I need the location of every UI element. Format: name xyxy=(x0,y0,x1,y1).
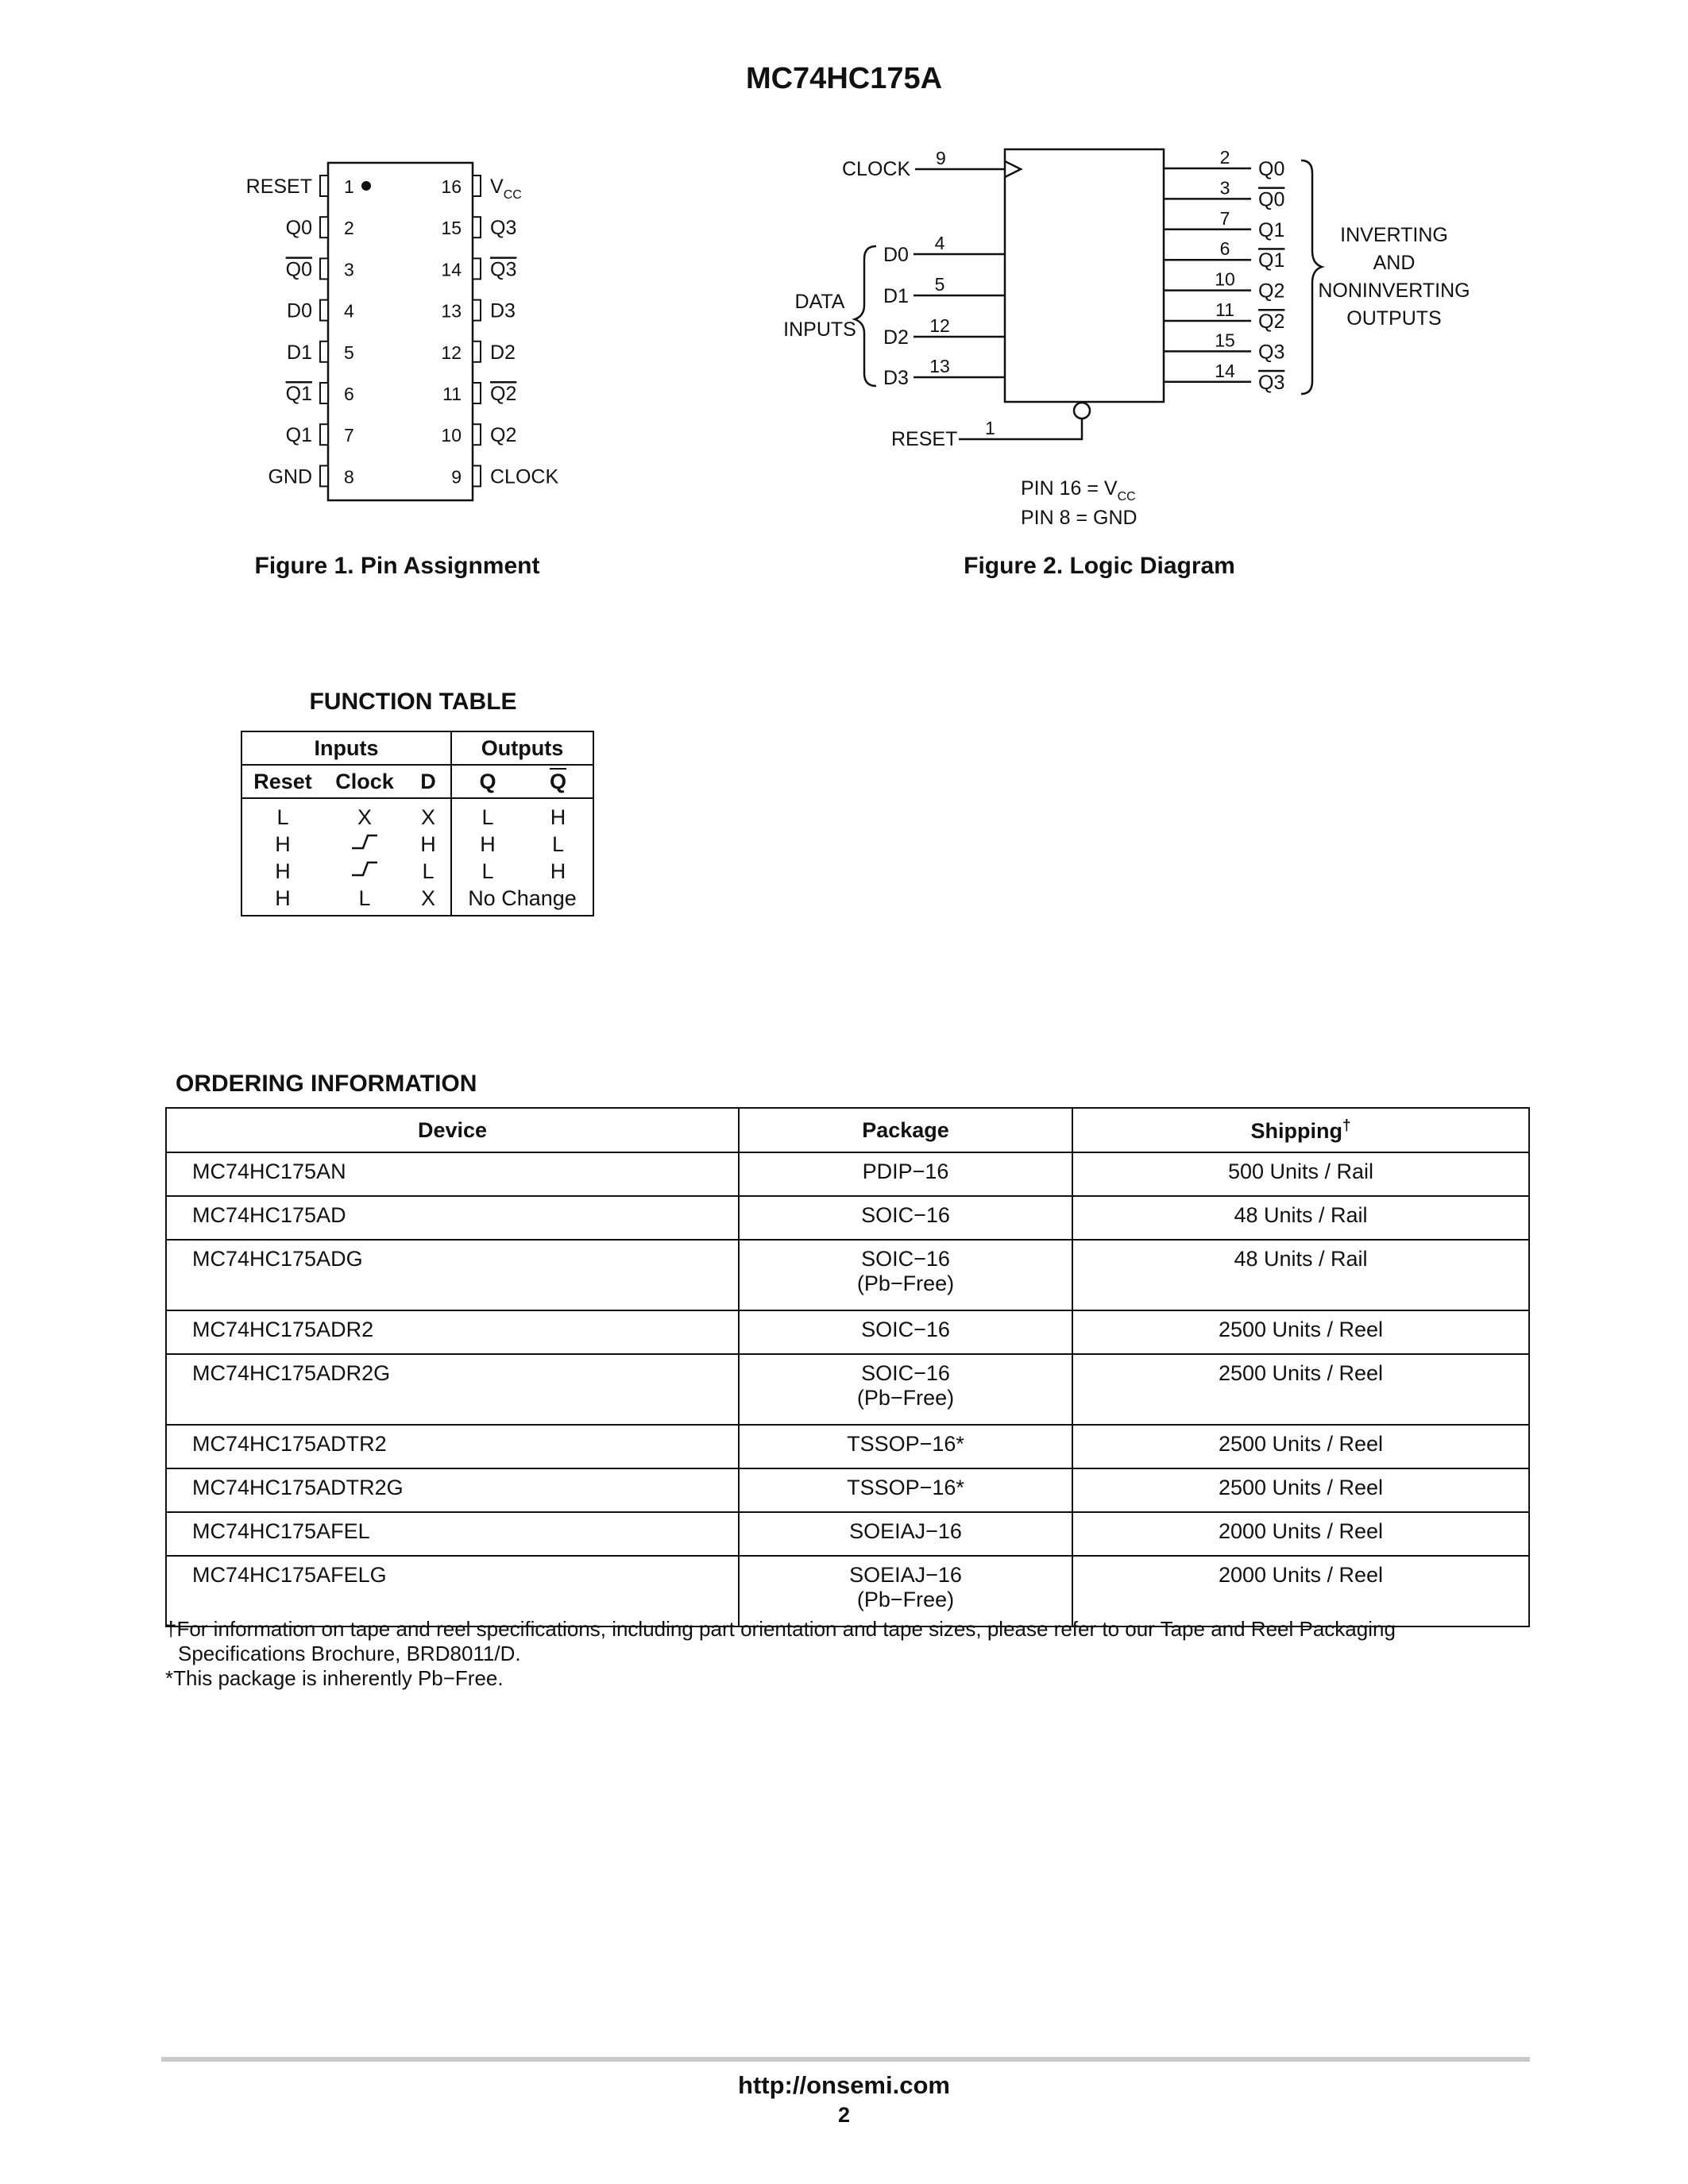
ordering-package xyxy=(739,1556,1072,1626)
ft-r1-reset: L xyxy=(276,805,289,829)
ordering-package-name: TSSOP−16* xyxy=(847,1476,964,1499)
function-table-inputs-group: Inputs xyxy=(241,731,451,765)
pin-13-number: 13 xyxy=(441,300,462,322)
pin-4-lead xyxy=(320,300,328,321)
ft-r3-clock xyxy=(323,858,406,885)
figure2-caption: Figure 2. Logic Diagram xyxy=(964,553,1235,579)
ordering-shipping: 2500 Units / Reel xyxy=(1072,1310,1529,1354)
ordering-device: MC74HC175AD xyxy=(166,1196,739,1240)
ordering-header-package: Package xyxy=(739,1108,1072,1152)
pin-1-lead xyxy=(320,176,328,196)
data-inputs-label-line1: DATA xyxy=(794,291,845,313)
col-clock: Clock xyxy=(335,770,394,793)
ordering-package xyxy=(739,1240,1072,1310)
ordering-shipping: 48 Units / Rail xyxy=(1072,1240,1529,1310)
outputs-label-line2: AND xyxy=(1373,252,1416,274)
output-6-pin: 6 xyxy=(1219,238,1230,260)
pin-14-number: 14 xyxy=(441,259,462,280)
ordering-shipping: 2000 Units / Reel xyxy=(1072,1512,1529,1556)
pin-12-number: 12 xyxy=(441,341,462,363)
ft-r4-reset: H xyxy=(275,886,291,910)
footer-url[interactable]: http://onsemi.com xyxy=(738,2071,950,2099)
ordering-title: ORDERING INFORMATION xyxy=(176,1071,477,1097)
ordering-package xyxy=(739,1425,1072,1468)
input-D2-label: D2 xyxy=(883,326,909,349)
ordering-shipping: 2500 Units / Reel xyxy=(1072,1468,1529,1512)
ft-r1-d: X xyxy=(406,798,451,831)
page-title: MC74HC175A xyxy=(745,62,943,95)
input-D3-pin: 13 xyxy=(929,356,950,376)
ordering-package xyxy=(739,1152,1072,1196)
rising-edge-icon xyxy=(349,858,380,878)
input-D3-label: D3 xyxy=(883,367,909,389)
ordering-shipping: 2000 Units / Reel xyxy=(1072,1556,1529,1626)
ordering-row xyxy=(166,1512,1529,1556)
ordering-shipping: 48 Units / Rail xyxy=(1072,1196,1529,1240)
ordering-shipping: 2500 Units / Reel xyxy=(1072,1425,1529,1468)
footnote-dagger-continued: Specifications Brochure, BRD8011/D. xyxy=(178,1642,521,1665)
output-7-label: Q1 xyxy=(1258,218,1285,241)
function-table-title: FUNCTION TABLE xyxy=(309,689,517,715)
pin-10-lead xyxy=(473,424,481,445)
pin-2-name: Q0 xyxy=(285,217,312,240)
col-reset: Reset xyxy=(253,770,312,793)
pin-14-name: Q3 xyxy=(490,258,517,281)
pin-4-number: 4 xyxy=(344,300,354,322)
ordering-package-name: SOEIAJ−16 xyxy=(849,1519,962,1543)
reset-line xyxy=(959,411,1082,439)
ordering-footnotes xyxy=(165,1617,1530,1691)
pin-assignment-diagram xyxy=(246,163,559,500)
pin-7-lead xyxy=(320,424,328,445)
footnote-dagger: †For information on tape and reel specifications, including part orientation and tape sizes, please refer to our Tape and Reel Packaging xyxy=(165,1617,1396,1641)
ordering-shipping: 500 Units / Rail xyxy=(1072,1152,1529,1196)
ft-r2-d: H xyxy=(406,831,451,858)
output-14-label: Q3 xyxy=(1258,371,1285,394)
ordering-package-name: SOIC−16 xyxy=(861,1318,950,1341)
ft-r4-outputs: No Change xyxy=(468,886,577,910)
ordering-package-note: (Pb−Free) xyxy=(856,1386,955,1410)
ft-r1-qbar: H xyxy=(550,805,566,829)
pin-2-number: 2 xyxy=(344,218,354,239)
input-D0-label: D0 xyxy=(883,244,909,266)
ordering-device: MC74HC175ADTR2G xyxy=(166,1468,739,1512)
pin-6-number: 6 xyxy=(344,384,354,404)
ft-r3-q: L xyxy=(481,859,494,883)
outputs-brace xyxy=(1301,160,1322,394)
ordering-row xyxy=(166,1196,1529,1240)
input-D0-pin: 4 xyxy=(934,233,945,253)
output-15-label: Q3 xyxy=(1258,341,1285,364)
function-table xyxy=(241,731,594,916)
pin-12-lead xyxy=(473,341,481,362)
footer-rule xyxy=(161,2057,1530,2062)
input-D2-pin: 12 xyxy=(929,315,950,336)
ft-r3-reset: H xyxy=(275,859,291,883)
ft-r4-clock: L xyxy=(358,886,371,910)
data-inputs-brace xyxy=(855,246,876,386)
input-D1-pin: 5 xyxy=(934,274,945,295)
ordering-device: MC74HC175ADR2 xyxy=(166,1310,739,1354)
pin-14-lead xyxy=(473,258,481,279)
footnote-star: *This package is inherently Pb−Free. xyxy=(165,1666,504,1690)
output-2-label: Q0 xyxy=(1258,158,1285,180)
ordering-header-shipping: Shipping† xyxy=(1072,1108,1529,1152)
ordering-row xyxy=(166,1152,1529,1196)
ordering-package xyxy=(739,1512,1072,1556)
pin-11-name: Q2 xyxy=(490,383,517,405)
ordering-row xyxy=(166,1310,1529,1354)
pin-9-number: 9 xyxy=(451,466,462,488)
outputs-label-line4: OUTPUTS xyxy=(1346,307,1442,330)
pin-9-name: CLOCK xyxy=(490,465,559,488)
ft-r1-clock: X xyxy=(357,805,372,829)
ft-r2-qbar: L xyxy=(551,832,565,856)
output-10-pin: 10 xyxy=(1215,268,1235,290)
ordering-row xyxy=(166,1468,1529,1512)
output-7-pin: 7 xyxy=(1219,207,1230,229)
pin-3-name: Q0 xyxy=(285,258,312,281)
ordering-package xyxy=(739,1468,1072,1512)
pin-11-number: 11 xyxy=(442,384,462,404)
pin-3-number: 3 xyxy=(344,259,354,280)
ordering-row xyxy=(166,1354,1529,1425)
pin-3-lead xyxy=(320,258,328,279)
pin-15-number: 15 xyxy=(441,218,462,239)
output-6-label: Q1 xyxy=(1258,249,1285,272)
pin-7-name: Q1 xyxy=(285,424,312,447)
col-q-bar: $\overline{Q}$ xyxy=(549,770,566,793)
pin-5-number: 5 xyxy=(344,341,354,363)
pin-10-name: Q2 xyxy=(490,424,517,447)
ordering-device: MC74HC175ADG xyxy=(166,1240,739,1310)
output-10-label: Q2 xyxy=(1258,280,1285,303)
ft-r3-d: L xyxy=(406,858,451,885)
ordering-row xyxy=(166,1425,1529,1468)
pin-9-lead xyxy=(473,465,481,486)
pin-1-number: 1 xyxy=(344,176,354,197)
pin-8-name: GND xyxy=(268,465,312,488)
pin-16-name: $V_{CC}$ xyxy=(490,176,522,202)
ordering-package-name: SOEIAJ−16 xyxy=(849,1563,962,1587)
pin-13-lead xyxy=(473,300,481,321)
ordering-device: MC74HC175AN xyxy=(166,1152,739,1196)
pin-1-name: RESET xyxy=(245,176,312,198)
col-d: D xyxy=(406,765,451,798)
outputs-label-line3: NONINVERTING xyxy=(1318,280,1470,302)
ic-package-outline xyxy=(328,163,473,500)
ordering-device: MC74HC175ADTR2 xyxy=(166,1425,739,1468)
output-3-label: Q0 xyxy=(1258,188,1285,211)
ft-r2-reset: H xyxy=(275,832,291,856)
ft-r2-clock xyxy=(323,831,406,858)
ft-r3-qbar: H xyxy=(550,859,566,883)
flip-flop-block xyxy=(1005,149,1164,402)
page-number: 2 xyxy=(837,2103,851,2127)
pin-8-number: 8 xyxy=(344,466,354,488)
ordering-package-name: PDIP−16 xyxy=(862,1160,949,1183)
pin-16-number: 16 xyxy=(441,176,462,197)
ordering-package xyxy=(739,1354,1072,1425)
ordering-row xyxy=(166,1240,1529,1310)
ordering-shipping: 2500 Units / Reel xyxy=(1072,1354,1529,1425)
pin-16-lead xyxy=(473,176,481,196)
pin1-marker xyxy=(361,181,371,191)
pin-4-name: D0 xyxy=(287,299,312,322)
reset-label: RESET xyxy=(891,428,958,450)
clock-pin-number: 9 xyxy=(936,148,946,168)
output-3-pin: 3 xyxy=(1219,177,1230,199)
output-11-pin: 11 xyxy=(1215,299,1234,320)
logic-diagram xyxy=(783,147,1470,529)
clock-edge-triangle xyxy=(1005,161,1021,177)
ordering-package-note: (Pb−Free) xyxy=(856,1271,955,1295)
col-q: Q xyxy=(479,770,496,793)
clock-label: CLOCK xyxy=(842,158,911,180)
output-11-label: Q2 xyxy=(1258,311,1285,333)
pin-5-lead xyxy=(320,341,328,362)
power-note-pin8: PIN 8 = GND xyxy=(1021,507,1138,529)
rising-edge-icon xyxy=(349,831,380,851)
output-15-pin: 15 xyxy=(1215,330,1235,351)
figure1-caption: Figure 1. Pin Assignment xyxy=(254,553,540,579)
ordering-package-name: SOIC−16 xyxy=(861,1203,950,1227)
pin-13-name: D3 xyxy=(490,299,516,322)
pin-15-name: Q3 xyxy=(490,217,517,240)
pin-6-name: Q1 xyxy=(285,383,312,405)
ordering-package xyxy=(739,1310,1072,1354)
input-D1-label: D1 xyxy=(883,285,909,307)
ordering-device: MC74HC175AFEL xyxy=(166,1512,739,1556)
ordering-package-name: SOIC−16 xyxy=(861,1247,950,1271)
ordering-row xyxy=(166,1556,1529,1626)
ft-r4-d: X xyxy=(406,885,451,916)
ordering-header-device: Device xyxy=(166,1108,739,1152)
output-14-pin: 14 xyxy=(1215,360,1235,381)
function-table-outputs-group: Outputs xyxy=(481,736,564,760)
pin-2-lead xyxy=(320,217,328,237)
outputs-label-line1: INVERTING xyxy=(1340,224,1448,246)
data-inputs-label-line2: INPUTS xyxy=(783,318,856,341)
reset-inversion-bubble xyxy=(1074,403,1090,419)
pin-10-number: 10 xyxy=(441,425,462,446)
pin-11-lead xyxy=(473,383,481,403)
ordering-package xyxy=(739,1196,1072,1240)
ordering-device: MC74HC175AFELG xyxy=(166,1556,739,1626)
ordering-package-note: (Pb−Free) xyxy=(856,1588,955,1611)
pin-5-name: D1 xyxy=(287,341,312,364)
reset-pin-number: 1 xyxy=(985,418,995,438)
pin-15-lead xyxy=(473,217,481,237)
ordering-device: MC74HC175ADR2G xyxy=(166,1354,739,1425)
ft-r2-q: H xyxy=(480,832,496,856)
output-2-pin: 2 xyxy=(1219,147,1230,168)
pin-12-name: D2 xyxy=(490,341,516,364)
ft-r1-q: L xyxy=(481,805,494,829)
ordering-package-name: TSSOP−16* xyxy=(847,1432,964,1456)
ordering-package-name: SOIC−16 xyxy=(861,1361,950,1385)
pin-7-number: 7 xyxy=(344,425,354,446)
power-note-pin16: PIN $16 = V_{CC}$ xyxy=(1021,477,1136,504)
ordering-table xyxy=(165,1107,1530,1627)
pin-8-lead xyxy=(320,465,328,486)
pin-6-lead xyxy=(320,383,328,403)
